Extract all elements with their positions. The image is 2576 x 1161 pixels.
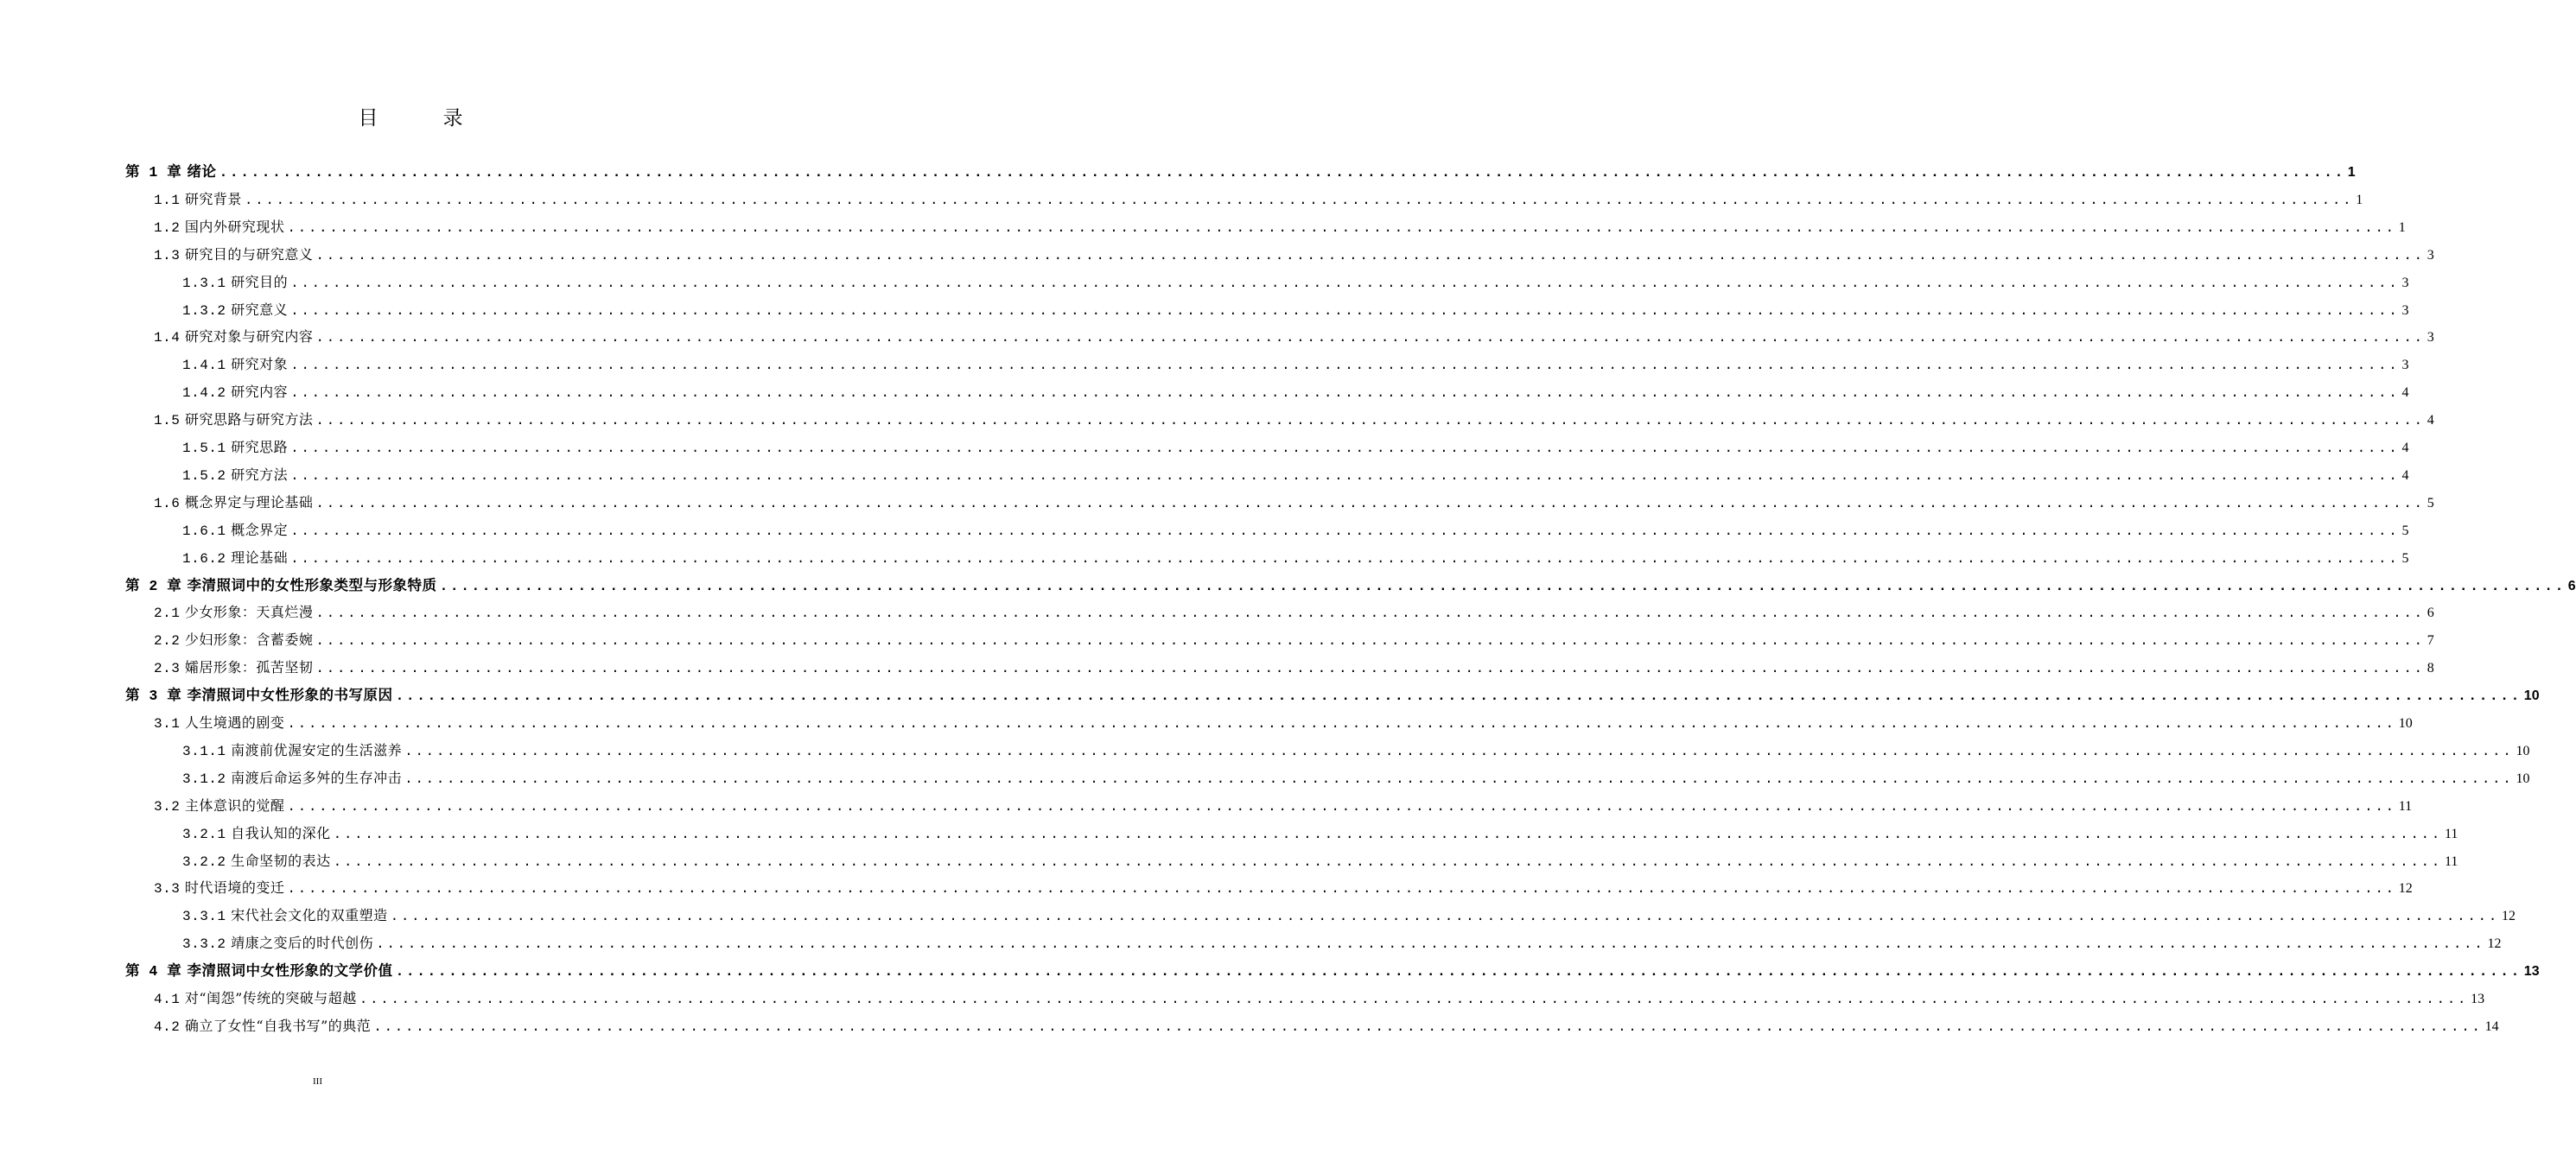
toc-entry-number: 4.1 — [154, 992, 181, 1007]
toc-entry-label: 概念界定与理论基础 — [184, 493, 314, 511]
toc-entry-title — [182, 274, 288, 292]
toc-entry-number: 1.3.1 — [182, 275, 226, 291]
toc-entry-number: 4.2 — [154, 1018, 181, 1035]
dot-leader: ........................................................................................................................................................................................................ — [219, 164, 2345, 181]
toc-entry-title — [125, 163, 216, 181]
dot-leader: ........................................................................................................................................................................................................ — [290, 467, 2400, 484]
toc-entry-label: 南渡后命运多舛的生存冲击 — [231, 769, 403, 786]
toc-entry-label: 李清照词中的女性形象类型与形象特质 — [187, 576, 437, 593]
toc-entry[interactable] — [182, 431, 2409, 457]
toc-entry-number: 1.6.1 — [182, 523, 226, 539]
toc-entry-page-number: 1 — [2347, 165, 2356, 180]
toc-entry-number: 第 2 章 — [125, 577, 182, 594]
toc-entry[interactable] — [182, 762, 2530, 788]
toc-entry-title — [154, 879, 284, 898]
toc-entry-label: 研究内容 — [231, 384, 289, 401]
toc-entry-number: 1.4.1 — [182, 358, 226, 374]
toc-entry-page-number: 12 — [2487, 936, 2502, 952]
toc-entry-title — [182, 439, 288, 457]
dot-leader: ........................................................................................................................................................................................................ — [290, 302, 2400, 319]
toc-entry-page-number: 3 — [2427, 247, 2434, 263]
dot-leader: ........................................................................................................................................................................................................ — [244, 192, 2354, 208]
toc-entry[interactable] — [182, 376, 2409, 402]
toc-entry-page-number: 11 — [2444, 826, 2458, 841]
dot-leader: ........................................................................................................................................................................................................ — [287, 716, 2396, 732]
toc-entry-page-number: 4 — [2401, 467, 2409, 483]
toc-entry-title — [182, 356, 288, 374]
toc-entry-page-number: 12 — [2398, 881, 2413, 897]
toc-entry-title — [182, 770, 402, 788]
toc-entry-page-number: 12 — [2501, 909, 2516, 924]
dot-leader: ........................................................................................................................................................................................................ — [333, 853, 2442, 870]
toc-entry-number: 1.5.1 — [182, 441, 226, 456]
toc-entry-title — [125, 962, 392, 980]
toc-entry-page-number: 3 — [2401, 302, 2409, 318]
toc-entry-number: 1.2 — [154, 219, 181, 236]
dot-leader: ........................................................................................................................................................................................................ — [287, 219, 2396, 236]
toc-entry[interactable] — [125, 955, 2540, 980]
toc-entry-label: 人生境遇的剧变 — [184, 714, 285, 731]
toc-entry[interactable] — [125, 155, 2356, 181]
dot-leader: ........................................................................................................................................................................................................ — [315, 606, 2425, 622]
toc-entry[interactable] — [154, 624, 2434, 650]
toc-entry[interactable] — [182, 845, 2458, 871]
dot-leader: ........................................................................................................................................................................................................ — [290, 441, 2400, 456]
toc-entry-number: 1.1 — [154, 192, 181, 208]
toc-entry-label: 李清照词中女性形象的文学价值 — [187, 962, 393, 980]
toc-entry[interactable] — [182, 266, 2409, 292]
toc-entry-number: 1.4 — [154, 330, 181, 346]
toc-entry-label: 对“闺怨”传统的突破与超越 — [184, 990, 357, 1006]
toc-entry-label: 李清照词中女性形象的书写原因 — [187, 687, 393, 704]
toc-entry-label: 研究对象 — [231, 356, 289, 373]
toc-entry-page-number: 3 — [2401, 358, 2409, 373]
toc-entry[interactable] — [125, 569, 2576, 595]
toc-entry-label: 生命坚韧的表达 — [231, 852, 331, 869]
toc-entry-label: 少女形象：天真烂漫 — [184, 604, 314, 621]
toc-entry-title — [154, 604, 313, 622]
toc-entry[interactable] — [154, 211, 2406, 237]
dot-leader: ........................................................................................................................................................................................................ — [404, 743, 2514, 759]
toc-entry-title — [154, 246, 313, 264]
dot-leader: ........................................................................................................................................................................................................ — [290, 550, 2400, 567]
toc-entry-number: 2.1 — [154, 606, 181, 622]
toc-entry-label: 国内外研究现状 — [184, 218, 285, 235]
toc-entry-page-number: 4 — [2427, 413, 2434, 428]
toc-entry-title — [125, 577, 436, 595]
toc-entry[interactable] — [182, 734, 2530, 760]
toc-entry-label: 概念界定 — [231, 521, 289, 538]
toc-entry-label: 时代语境的变迁 — [184, 879, 285, 897]
toc-entry[interactable] — [182, 294, 2409, 320]
toc-entry[interactable] — [182, 817, 2458, 843]
toc-entry[interactable] — [182, 348, 2409, 374]
toc-entry-title — [182, 825, 331, 843]
toc-entry-page-number: 10 — [2523, 688, 2540, 704]
toc-entry-title — [182, 853, 331, 871]
toc-entry[interactable] — [182, 899, 2516, 925]
dot-leader: ........................................................................................................................................................................................................ — [376, 936, 2485, 953]
toc-entry-number: 2.2 — [154, 633, 181, 650]
toc-entry-number: 1.3.2 — [182, 302, 226, 319]
page-number-footer: III — [313, 1076, 322, 1087]
toc-entry[interactable] — [154, 651, 2434, 677]
dot-leader: ........................................................................................................................................................................................................ — [439, 577, 2566, 594]
dot-leader: ........................................................................................................................................................................................................ — [315, 413, 2425, 429]
dot-leader: ........................................................................................................................................................................................................ — [390, 909, 2499, 925]
toc-entry-title — [154, 1018, 371, 1036]
toc-entry[interactable] — [182, 459, 2409, 485]
toc-entry-number: 3.1.2 — [182, 771, 226, 787]
toc-entry-label: 靖康之变后的时代创伤 — [231, 935, 374, 952]
dot-leader: ........................................................................................................................................................................................................ — [315, 495, 2425, 511]
toc-entry-number: 2.3 — [154, 661, 181, 677]
toc-entry-number: 3.1.1 — [182, 743, 226, 759]
toc-entry-title — [154, 631, 313, 650]
toc-entry[interactable] — [182, 927, 2502, 953]
toc-entry-label: 主体意识的觉醒 — [184, 796, 285, 814]
toc-entry-title — [182, 549, 288, 568]
toc-entry-number: 3.2.1 — [182, 826, 226, 842]
toc-entry-label: 绪论 — [187, 163, 217, 180]
toc-entry-page-number: 10 — [2516, 743, 2530, 758]
toc-entry-number: 1.3 — [154, 247, 181, 263]
toc-entry-page-number: 13 — [2523, 964, 2540, 980]
toc-entry-title — [154, 797, 284, 815]
toc-entry-number: 1.5.2 — [182, 467, 226, 484]
toc-entry-title — [154, 714, 284, 733]
toc-entry-page-number: 6 — [2567, 578, 2576, 593]
dot-leader: ........................................................................................................................................................................................................ — [395, 963, 2522, 980]
toc-entry-title — [154, 191, 242, 209]
page-title: 目 录 — [358, 107, 486, 130]
toc-entry-number: 3.2.2 — [182, 853, 226, 870]
toc-entry-page-number: 3 — [2401, 275, 2409, 290]
toc-entry-label: 少妇形象：含蓄委婉 — [184, 631, 314, 649]
toc-entry[interactable] — [154, 486, 2434, 512]
toc-entry-page-number: 5 — [2427, 495, 2434, 511]
dot-leader: ........................................................................................................................................................................................................ — [290, 358, 2400, 374]
toc-entry-title — [125, 687, 392, 705]
toc-entry-number: 3.1 — [154, 716, 181, 732]
toc-entry-number: 3.3.1 — [182, 909, 226, 925]
toc-entry-label: 孀居形象：孤苦坚韧 — [184, 659, 314, 676]
toc-entry-title — [154, 659, 313, 677]
toc-entry-label: 理论基础 — [231, 549, 289, 566]
toc-entry-title — [154, 411, 313, 429]
dot-leader: ........................................................................................................................................................................................................ — [315, 330, 2425, 346]
dot-leader: ........................................................................................................................................................................................................ — [404, 771, 2514, 787]
dot-leader: ........................................................................................................................................................................................................ — [287, 798, 2396, 815]
dot-leader: ........................................................................................................................................................................................................ — [287, 881, 2396, 898]
dot-leader: ........................................................................................................................................................................................................ — [290, 385, 2400, 402]
toc-entry[interactable] — [154, 238, 2434, 264]
toc-entry-label: 南渡前优渥安定的生活滋养 — [231, 741, 403, 758]
dot-leader: ........................................................................................................................................................................................................ — [395, 688, 2522, 705]
toc-entry[interactable] — [154, 320, 2434, 346]
toc-entry-title — [182, 935, 373, 953]
toc-entry-page-number: 6 — [2427, 606, 2434, 621]
toc-entry[interactable] — [154, 403, 2434, 429]
toc-entry-label: 研究目的与研究意义 — [184, 245, 314, 263]
toc-entry-number: 1.4.2 — [182, 385, 226, 402]
toc-entry-title — [182, 466, 288, 485]
toc-entry-page-number: 4 — [2401, 385, 2409, 401]
toc-entry-label: 研究方法 — [231, 466, 289, 483]
toc-entry-title — [154, 494, 313, 512]
toc-entry-number: 1.6.2 — [182, 550, 226, 567]
toc-entry-title — [154, 219, 284, 237]
dot-leader: ........................................................................................................................................................................................................ — [373, 1018, 2483, 1035]
toc-entry-label: 研究对象与研究内容 — [184, 328, 314, 346]
toc-entry-page-number: 1 — [2398, 219, 2406, 235]
dot-leader: ........................................................................................................................................................................................................ — [315, 661, 2425, 677]
toc-entry-page-number: 11 — [2444, 853, 2458, 869]
dot-leader: ........................................................................................................................................................................................................ — [290, 275, 2400, 291]
toc-entry-label: 宋代社会文化的双重塑造 — [231, 907, 388, 924]
toc-entry-page-number: 7 — [2427, 633, 2434, 649]
dot-leader: ........................................................................................................................................................................................................ — [315, 633, 2425, 650]
toc-entry-number: 3.3.2 — [182, 936, 226, 953]
toc-entry-page-number: 13 — [2471, 992, 2485, 1006]
toc-entry-label: 研究思路 — [231, 439, 289, 455]
toc-entry-page-number: 1 — [2356, 192, 2363, 207]
toc-entry[interactable] — [154, 707, 2413, 733]
toc-entry-label: 研究目的 — [231, 273, 289, 290]
toc-entry-page-number: 10 — [2398, 716, 2413, 731]
toc-entry-label: 确立了女性“自我书写”的典范 — [184, 1017, 372, 1034]
dot-leader: ........................................................................................................................................................................................................ — [359, 992, 2469, 1007]
toc-entry-page-number: 4 — [2401, 441, 2409, 455]
toc-entry-label: 研究背景 — [184, 190, 242, 207]
toc-entry-number: 3.2 — [154, 798, 181, 815]
toc-entry-title — [154, 328, 313, 346]
toc-entry[interactable] — [125, 679, 2540, 705]
toc-entry[interactable] — [154, 982, 2485, 1008]
toc-entry-page-number: 8 — [2427, 661, 2434, 676]
toc-entry-title — [182, 522, 288, 540]
toc-entry-page-number: 11 — [2398, 798, 2413, 814]
toc-entry-label: 自我认知的深化 — [231, 824, 331, 841]
toc-entry-page-number: 5 — [2401, 550, 2409, 566]
toc-entry-number: 1.6 — [154, 495, 181, 511]
toc-entry-number: 1.5 — [154, 413, 181, 429]
toc-entry-number: 第 1 章 — [125, 164, 182, 181]
toc-entry-label: 研究意义 — [231, 301, 289, 318]
toc-entry-number: 3.3 — [154, 881, 181, 898]
toc-entry[interactable] — [182, 514, 2409, 540]
toc-entry[interactable] — [154, 872, 2413, 898]
toc-entry[interactable] — [154, 596, 2434, 622]
dot-leader: ........................................................................................................................................................................................................ — [315, 247, 2425, 263]
toc-entry[interactable] — [154, 1010, 2499, 1036]
toc-entry[interactable] — [182, 542, 2409, 568]
toc-entry-page-number: 10 — [2516, 771, 2530, 786]
toc-entry-title — [154, 990, 357, 1008]
toc-entry-title — [182, 384, 288, 402]
toc-entry-label: 研究思路与研究方法 — [184, 411, 314, 428]
toc-entry[interactable] — [154, 183, 2363, 209]
toc-entry-page-number: 5 — [2401, 523, 2409, 538]
toc-entry-title — [182, 907, 388, 925]
toc-entry-title — [182, 301, 288, 320]
dot-leader: ........................................................................................................................................................................................................ — [333, 826, 2442, 842]
toc-entry-page-number: 14 — [2484, 1018, 2499, 1034]
toc-entry[interactable] — [154, 790, 2413, 815]
toc-entry-number: 第 3 章 — [125, 688, 182, 705]
toc-entry-number: 第 4 章 — [125, 963, 182, 980]
dot-leader: ........................................................................................................................................................................................................ — [290, 523, 2400, 539]
toc-entry-page-number: 3 — [2427, 330, 2434, 346]
toc-entry-title — [182, 742, 402, 760]
